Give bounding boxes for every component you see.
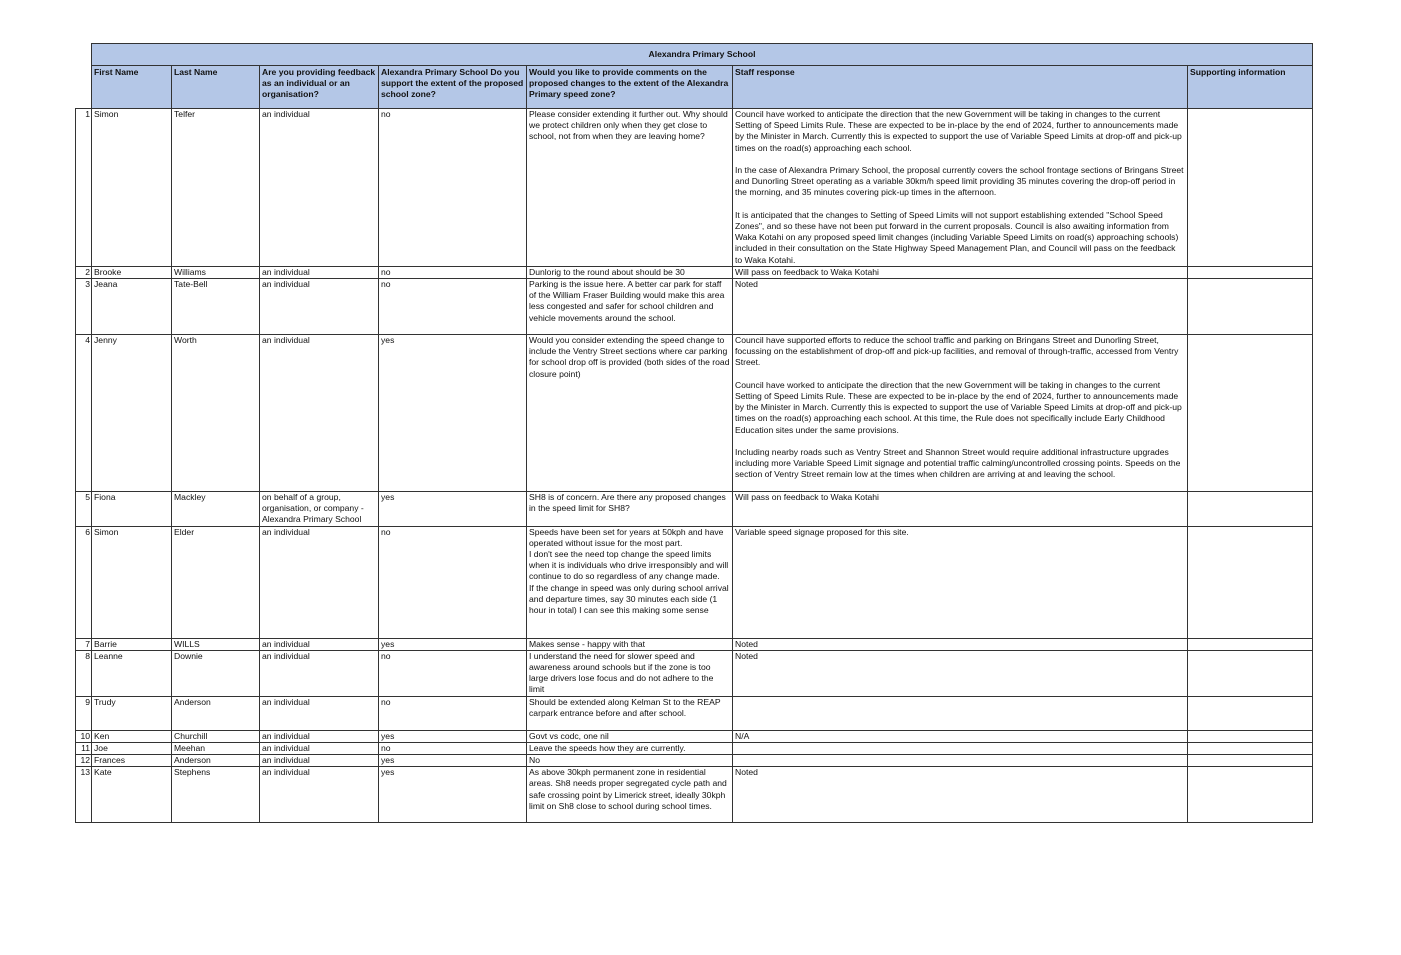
support-cell: no [379,742,527,754]
column-header-feedback-type: Are you providing feedback as an individual or an organisation? [260,66,379,109]
supporting-info-cell [1188,742,1313,754]
supporting-info-cell [1188,767,1313,823]
first-name-cell: Kate [92,767,172,823]
last-name-cell: Anderson [172,696,260,730]
feedback-type-cell: an individual [260,279,379,335]
last-name-cell: Churchill [172,730,260,742]
first-name-cell: Frances [92,755,172,767]
first-name-cell: Barrie [92,638,172,650]
table-row [76,526,1313,638]
support-cell: yes [379,755,527,767]
last-name-cell: Anderson [172,755,260,767]
comment-cell: No [527,755,733,767]
feedback-type-cell: an individual [260,650,379,696]
column-header-staff-response: Staff response [733,66,1188,109]
first-name-cell: Simon [92,109,172,267]
comment-cell: Dunlorig to the round about should be 30 [527,266,733,278]
first-name-cell: Fiona [92,492,172,527]
column-header-first-name: First Name [92,66,172,109]
support-cell: yes [379,638,527,650]
support-cell: no [379,279,527,335]
support-cell: no [379,109,527,267]
table-row [76,650,1313,696]
support-cell: no [379,266,527,278]
feedback-type-cell: an individual [260,696,379,730]
feedback-type-cell: an individual [260,109,379,267]
column-header-support: Alexandra Primary School Do you support the extent of the proposed school zone? [379,66,527,109]
supporting-info-cell [1188,755,1313,767]
column-header-last-name: Last Name [172,66,260,109]
last-name-cell: WILLS [172,638,260,650]
row-number: 9 [76,696,92,730]
comment-cell: Would you consider extending the speed change to include the Ventry Street sections where car parking for school drop off is provided (both sides of the road closure point) [527,335,733,492]
row-number: 2 [76,266,92,278]
staff-response-cell: Variable speed signage proposed for this site. [733,526,1188,638]
support-cell: no [379,526,527,638]
table-row [76,742,1313,754]
feedback-table [75,43,1313,823]
feedback-type-cell: an individual [260,755,379,767]
staff-response-cell: Noted [733,650,1188,696]
feedback-type-cell: an individual [260,767,379,823]
staff-response-cell: Will pass on feedback to Waka Kotahi [733,266,1188,278]
comment-cell: As above 30kph permanent zone in residential areas. Sh8 needs proper segregated cycle path and safe crossing point by Limerick street, ideally 30kph limit on Sh8 close to school during school times. [527,767,733,823]
last-name-cell: Tate-Bell [172,279,260,335]
feedback-type-cell: an individual [260,638,379,650]
comment-cell: Speeds have been set for years at 50kph and have operated without issue for the most part. I don't see the need top change the speed limits when it is individuals who drive irresponsibly and will continue to do so regardless of any change made. If the change in speed was only during school arrival and departure times, say 30 minutes each side (1 hour in total) I can see this making some sense [527,526,733,638]
comment-cell: SH8 is of concern. Are there any proposed changes in the speed limit for SH8? [527,492,733,527]
last-name-cell: Meehan [172,742,260,754]
table-row [76,767,1313,823]
staff-response-cell [733,755,1188,767]
staff-response-cell: Noted [733,279,1188,335]
feedback-type-cell: an individual [260,335,379,492]
support-cell: yes [379,492,527,527]
title-row [76,44,1313,66]
supporting-info-cell [1188,266,1313,278]
row-number: 3 [76,279,92,335]
table-row [76,266,1313,278]
table-row [76,696,1313,730]
supporting-info-cell [1188,730,1313,742]
row-number: 6 [76,526,92,638]
first-name-cell: Simon [92,526,172,638]
supporting-info-cell [1188,696,1313,730]
staff-response-cell: Council have supported efforts to reduce the school traffic and parking on Bringans Street and Dunorling Street, focussing on the establishment of drop-off and pick-up facilities, and removal of through-traffic, accessed from Ventry Street. Council have worked to anticipate the direction that the new Government will be taking in changes to the current Setting of Speed Limits Rule. These are expected to be in-place by the end of 2024, further to announcements made by the Minister in March. Currently this is expected to support the use of Variable Speed Limits at drop-off and pick-up times on the road(s) approaching each school. At this time, the Rule does not specifically include Early Childhood Education sites under the same provisions. Including nearby roads such as Ventry Street and Shannon Street would require additional infrastructure upgrades including more Variable Speed Limit signage and potential traffic calming/uncontrolled crossing points. Speeds on the section of Ventry Street remain low at the times when children are arriving at and leaving the school. [733,335,1188,492]
comment-cell: Govt vs codc, one nil [527,730,733,742]
supporting-info-cell [1188,109,1313,267]
supporting-info-cell [1188,492,1313,527]
last-name-cell: Downie [172,650,260,696]
supporting-info-cell [1188,335,1313,492]
supporting-info-cell [1188,650,1313,696]
staff-response-cell [733,742,1188,754]
table-row [76,335,1313,492]
table-row [76,755,1313,767]
row-number: 8 [76,650,92,696]
column-header-comments: Would you like to provide comments on the proposed changes to the extent of the Alexandra Primary speed zone? [527,66,733,109]
first-name-cell: Ken [92,730,172,742]
header-row [76,66,1313,109]
table-body [76,109,1313,823]
row-number: 11 [76,742,92,754]
supporting-info-cell [1188,526,1313,638]
feedback-type-cell: an individual [260,266,379,278]
first-name-cell: Leanne [92,650,172,696]
table-row [76,492,1313,527]
support-cell: no [379,696,527,730]
first-name-cell: Jeana [92,279,172,335]
staff-response-cell: Council have worked to anticipate the direction that the new Government will be taking in changes to the current Setting of Speed Limits Rule. These are expected to be in-place by the end of 2024, further to announcements made by the Minister in March. Currently this is expected to support the use of Variable Speed Limits at drop-off and pick-up times on the road(s) approaching each school. In the case of Alexandra Primary School, the proposal currently covers the school frontage sections of Bringans Street and Dunorling Street operating as a variable 30km/h speed limit providing 35 minutes covering the drop-off period in the morning, and 35 minutes covering pick-up times in the afternoon. It is anticipated that the changes to Setting of Speed Limits will not support establishing extended "School Speed Zones", and so these have not been put forward in the current proposals. Council is also awaiting information from Waka Kotahi on any proposed speed limit changes (including Variable Speed Limits on road(s) approaching schools) included in their consultation on the State Highway Speed Management Plan, and Council will pass on the feedback to Waka Kotahi. [733,109,1188,267]
support-cell: yes [379,335,527,492]
table-row [76,109,1313,267]
supporting-info-cell [1188,638,1313,650]
staff-response-cell [733,696,1188,730]
comment-cell: Please consider extending it further out. Why should we protect children only when they get close to school, not from when they are leaving home? [527,109,733,267]
row-number: 13 [76,767,92,823]
last-name-cell: Worth [172,335,260,492]
first-name-cell: Brooke [92,266,172,278]
row-number: 10 [76,730,92,742]
staff-response-cell: Will pass on feedback to Waka Kotahi [733,492,1188,527]
supporting-info-cell [1188,279,1313,335]
feedback-type-cell: on behalf of a group, organisation, or company - Alexandra Primary School [260,492,379,527]
row-number: 7 [76,638,92,650]
comment-cell: Makes sense - happy with that [527,638,733,650]
first-name-cell: Trudy [92,696,172,730]
comment-cell: I understand the need for slower speed and awareness around schools but if the zone is too large drivers lose focus and do not adhere to the limit [527,650,733,696]
support-cell: yes [379,767,527,823]
support-cell: yes [379,730,527,742]
comment-cell: Should be extended along Kelman St to the REAP carpark entrance before and after school. [527,696,733,730]
last-name-cell: Telfer [172,109,260,267]
table-row [76,279,1313,335]
last-name-cell: Williams [172,266,260,278]
row-number: 5 [76,492,92,527]
table-row [76,638,1313,650]
row-number: 12 [76,755,92,767]
feedback-type-cell: an individual [260,526,379,638]
table-title: Alexandra Primary School [92,44,1313,66]
last-name-cell: Stephens [172,767,260,823]
row-number: 4 [76,335,92,492]
comment-cell: Parking is the issue here. A better car park for staff of the William Fraser Building would make this area less congested and safer for school children and vehicle movements around the school. [527,279,733,335]
column-header-supporting-info: Supporting information [1188,66,1313,109]
last-name-cell: Mackley [172,492,260,527]
support-cell: no [379,650,527,696]
feedback-type-cell: an individual [260,742,379,754]
staff-response-cell: N/A [733,730,1188,742]
staff-response-cell: Noted [733,638,1188,650]
comment-cell: Leave the speeds how they are currently. [527,742,733,754]
first-name-cell: Jenny [92,335,172,492]
feedback-type-cell: an individual [260,730,379,742]
last-name-cell: Elder [172,526,260,638]
table-row [76,730,1313,742]
first-name-cell: Joe [92,742,172,754]
row-number: 1 [76,109,92,267]
staff-response-cell: Noted [733,767,1188,823]
